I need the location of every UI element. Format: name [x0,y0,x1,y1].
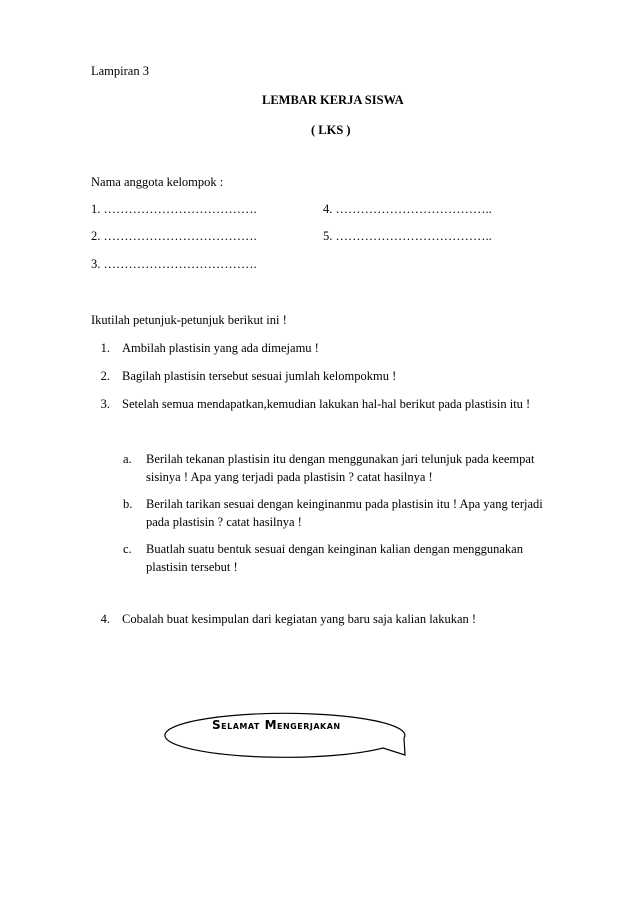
substep-letter: b. [123,497,133,511]
substep-letter: c. [123,542,132,556]
step-text: Cobalah buat kesimpulan dari kegiatan yang baru saja kalian lakukan ! [122,612,477,626]
substep-text-line1: Buatlah suatu bentuk sesuai dengan keinginan kalian dengan menggunakan [146,542,523,556]
member-line-5: 5. ……………………………….. [323,229,492,243]
member-line-3: 3. ………………………………. [91,257,257,271]
callout-text: Selamat Mengerjakan [212,718,341,732]
substep-text-line2: plastisin tersebut ! [146,560,238,574]
member-line-4: 4. ……………………………….. [323,202,492,216]
step-text: Setelah semua mendapatkan,kemudian lakukan hal-hal berikut pada plastisin itu ! [122,397,531,411]
members-label: Nama anggota kelompok : [91,175,224,189]
page-title: LEMBAR KERJA SISWA [262,93,404,107]
appendix-label: Lampiran 3 [91,64,149,78]
step-text: Bagilah plastisin tersebut sesuai jumlah kelompokmu ! [122,369,397,383]
step-number: 2. [100,369,110,383]
step-text: Ambilah plastisin yang ada dimejamu ! [122,341,319,355]
member-line-1: 1. ………………………………. [91,202,257,216]
substep-text-line2: pada plastisin ? catat hasilnya ! [146,515,302,529]
substep-text-line1: Berilah tarikan sesuai dengan keinginanmu pada plastisin itu ! Apa yang terjadi [146,497,543,511]
step-number: 4. [100,612,110,626]
substep-letter: a. [123,452,132,466]
substep-text-line1: Berilah tekanan plastisin itu dengan menggunakan jari telunjuk pada keempat [146,452,535,466]
member-line-2: 2. ………………………………. [91,229,257,243]
page-subtitle: ( LKS ) [311,123,351,137]
substep-text-line2: sisinya ! Apa yang terjadi pada plastisin ? catat hasilnya ! [146,470,433,484]
step-number: 1. [100,341,110,355]
step-number: 3. [100,397,110,411]
instructions-intro: Ikutilah petunjuk-petunjuk berikut ini ! [91,313,287,327]
